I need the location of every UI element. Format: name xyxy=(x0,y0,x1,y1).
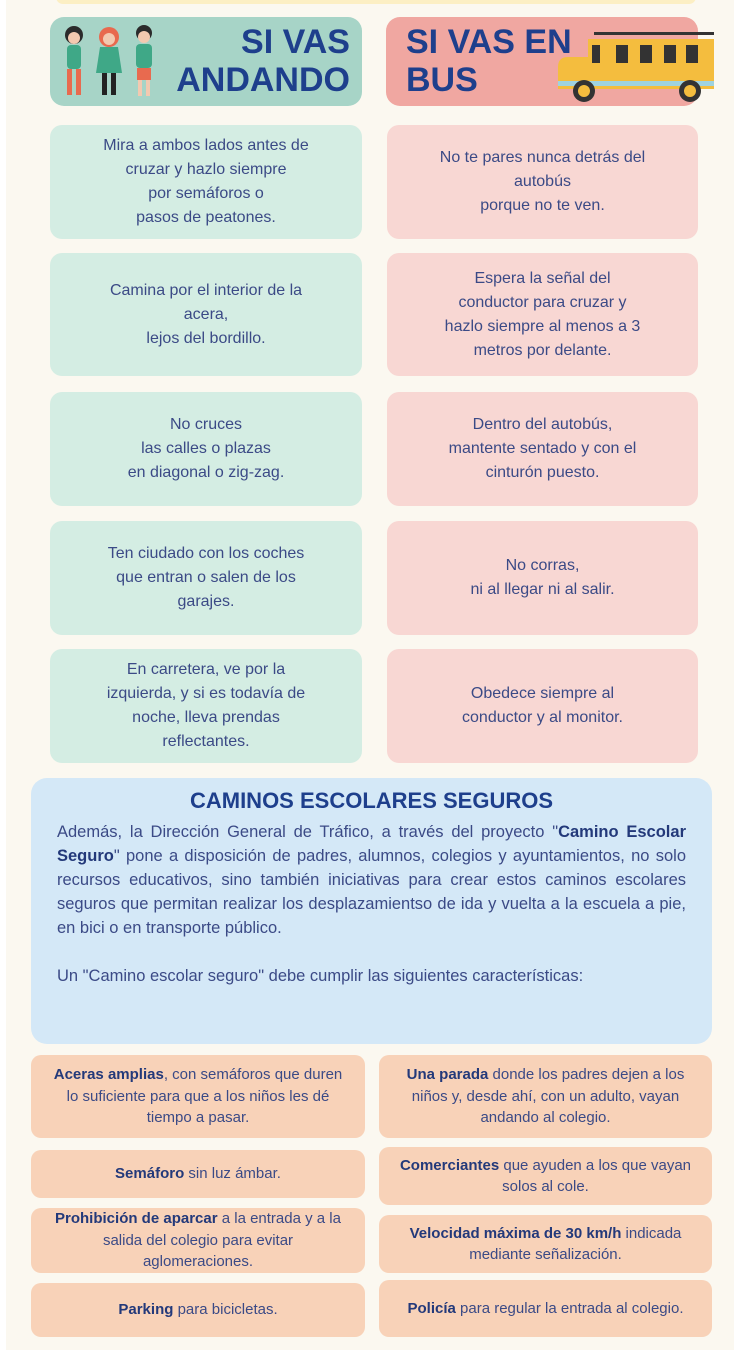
feature-text: para regular la entrada al colegio. xyxy=(455,1299,684,1317)
walking-tip: En carretera, ve por la izquierda, y si es todavía de noche, lleva prendas reflectantes. xyxy=(50,649,362,763)
bus-tip: No corras, ni al llegar ni al salir. xyxy=(387,521,698,635)
bus-title-line1: SI VAS EN xyxy=(406,23,572,61)
children-walking-icon xyxy=(54,21,166,103)
text: " pone a disposición de padres, alumnos, colegios y ayuntamientos, no solo recursos educativos, sino también iniciativas para crear estos caminos escolares seguros que permitan realizar los desplazamientso de ida y vuelta a la escuela a pie, en bici o en transporte público. xyxy=(57,847,686,937)
caminos-paragraph xyxy=(57,820,686,940)
top-strip xyxy=(56,0,696,4)
feature-bold: Semáforo xyxy=(115,1165,185,1183)
walking-tip: No cruces las calles o plazas en diagonal o zig-zag. xyxy=(50,392,362,506)
walking-tip: Mira a ambos lados antes de cruzar y hazlo siempre por semáforos o pasos de peatones. xyxy=(50,125,362,239)
bus-tip: Dentro del autobús, mantente sentado y con el cinturón puesto. xyxy=(387,392,698,506)
feature-text: donde los padres dejen a los niños y, desde ahí, con un adulto, vayan andando al colegio. xyxy=(411,1066,685,1127)
walking-tip: Ten ciudado con los coches que entran o salen de los garajes. xyxy=(50,521,362,635)
feature-bold: Comerciantes xyxy=(399,1156,500,1174)
bus-tip: No te pares nunca detrás del autobús porque no te ven. xyxy=(387,125,698,239)
feature-card xyxy=(31,1055,365,1138)
feature-bold: Una parada xyxy=(406,1066,489,1084)
feature-bold: Aceras amplias xyxy=(53,1066,164,1084)
feature-card xyxy=(379,1055,712,1138)
feature-bold: Policía xyxy=(407,1299,456,1317)
feature-bold: Prohibición de aparcar xyxy=(55,1210,218,1228)
walking-header xyxy=(50,17,362,106)
feature-text: para bicicletas. xyxy=(173,1301,278,1319)
caminos-section xyxy=(31,778,712,1044)
bus-tip: Obedece siempre al conductor y al monitor. xyxy=(387,649,698,763)
feature-text: indicada mediante señalización. xyxy=(469,1224,682,1263)
feature-text: a la entrada y a la salida del colegio para evitar aglomeraciones. xyxy=(102,1210,341,1271)
feature-text: , con semáforos que duren lo suficiente para que a los niños les dé tiempo a pasar. xyxy=(66,1066,343,1127)
infographic xyxy=(6,0,734,1350)
feature-card xyxy=(379,1280,712,1337)
walking-tip: Camina por el interior de la acera, lejos del bordillo. xyxy=(50,253,362,376)
feature-text: sin luz ámbar. xyxy=(184,1165,281,1183)
feature-card xyxy=(31,1283,365,1337)
caminos-intro: Un "Camino escolar seguro" debe cumplir las siguientes características: xyxy=(57,967,584,985)
caminos-title: CAMINOS ESCOLARES SEGUROS xyxy=(189,788,554,813)
walking-title-line1: SI VAS xyxy=(241,23,350,61)
feature-card xyxy=(31,1150,365,1198)
feature-card xyxy=(379,1147,712,1205)
feature-bold: Parking xyxy=(118,1301,174,1319)
feature-card xyxy=(379,1215,712,1273)
bus-header xyxy=(386,17,698,106)
feature-bold: Velocidad máxima de 30 km/h xyxy=(409,1224,622,1242)
feature-text: que ayuden a los que vayan solos al cole. xyxy=(499,1156,692,1195)
bold-text: Camino Escolar Seguro xyxy=(57,823,686,865)
walking-title-line2: ANDANDO xyxy=(176,61,350,99)
text: Además, la Dirección General de Tráfico, a través del proyecto " xyxy=(57,823,559,841)
feature-card xyxy=(31,1208,365,1273)
bus-title-line2: BUS xyxy=(406,61,478,99)
bus-tip: Espera la señal del conductor para cruzar y hazlo siempre al menos a 3 metros por delante. xyxy=(387,253,698,376)
